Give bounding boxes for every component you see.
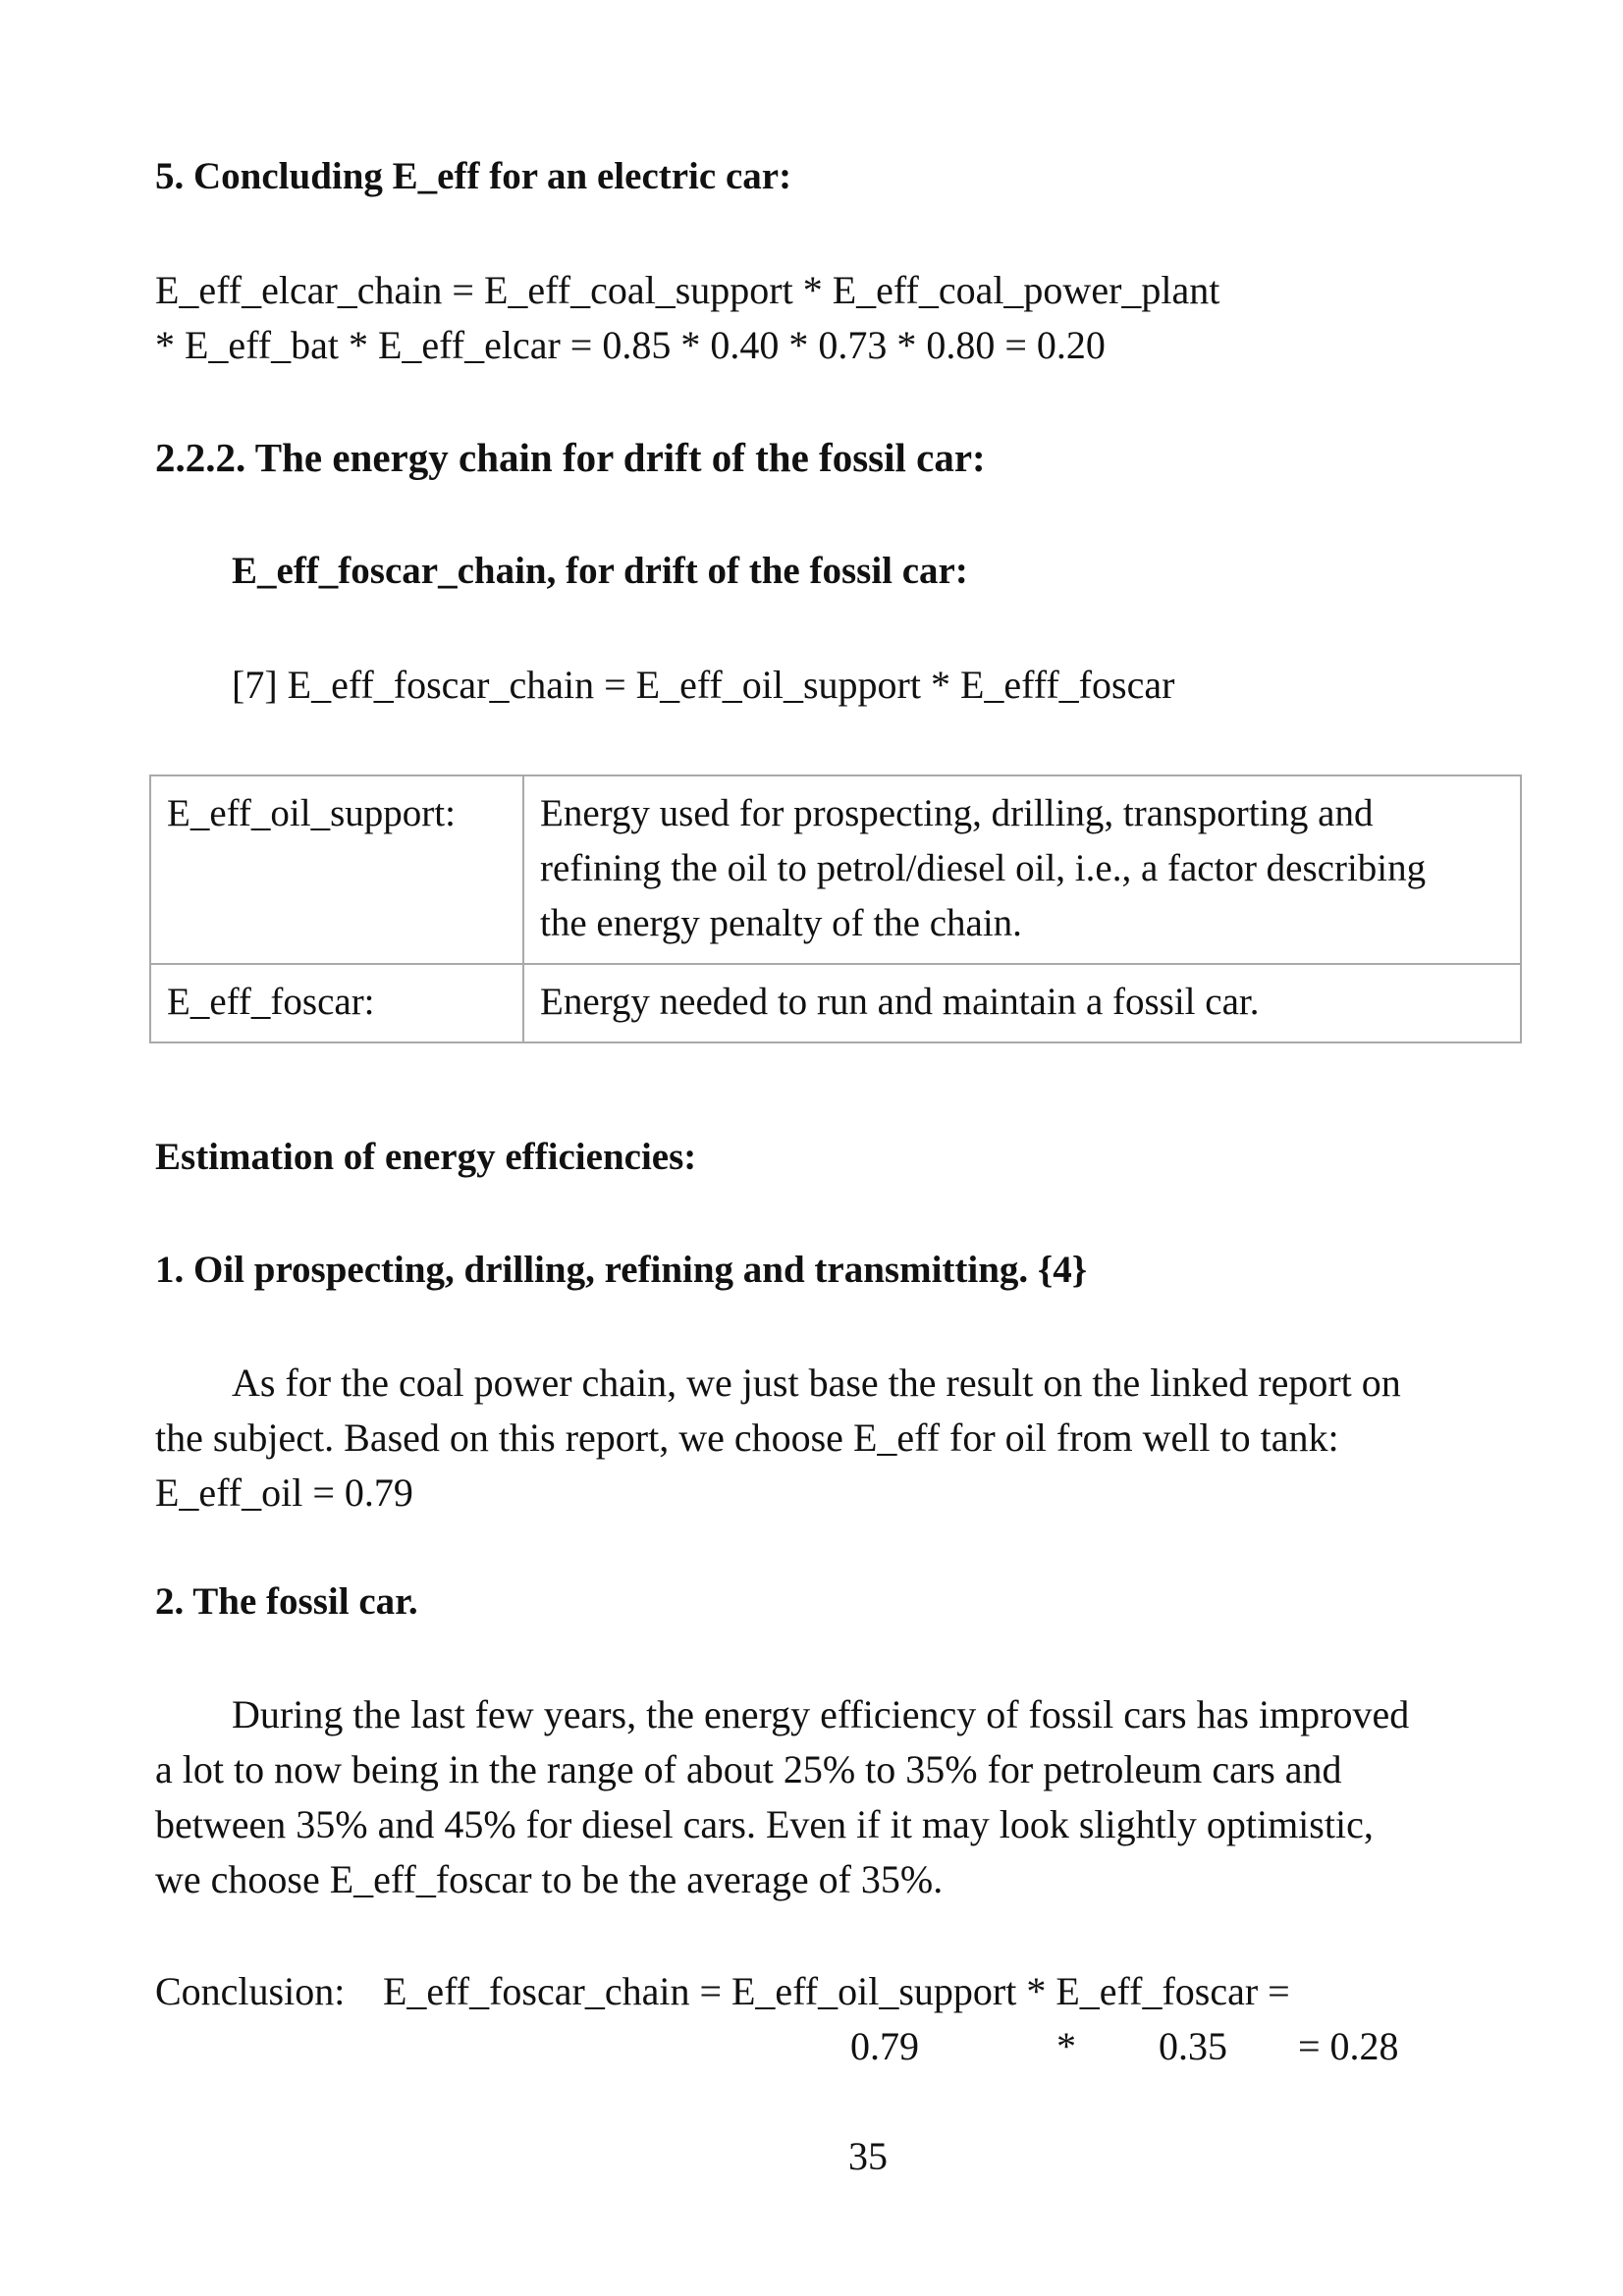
paragraph-line: As for the coal power chain, we just base the result on the linked report on — [232, 1361, 1401, 1405]
conclusion-label: Conclusion: — [155, 1969, 346, 2013]
table-definition-cell — [523, 775, 1521, 964]
electric-car-chain-formula-line-2: * E_eff_bat * E_eff_elcar = 0.85 * 0.40 * 0.73 * 0.80 = 0.20 — [155, 323, 1106, 367]
equation-7: [7] E_eff_foscar_chain = E_eff_oil_support * E_efff_foscar — [232, 663, 1175, 707]
table-definition-cell — [523, 964, 1521, 1042]
table-term-cell: E_eff_foscar: — [150, 964, 523, 1042]
conclusion-result: = 0.28 — [1298, 2024, 1399, 2068]
conclusion-value-foscar: 0.35 — [1159, 2024, 1227, 2068]
estimation-item-2-heading: 2. The fossil car. — [155, 1580, 418, 1623]
table-row — [150, 964, 1521, 1042]
conclusion-operator: * — [1056, 2024, 1076, 2068]
foscar-chain-subheading: E_eff_foscar_chain, for drift of the fossil car: — [232, 550, 968, 592]
estimation-item-2-paragraph — [155, 1687, 1471, 1907]
electric-car-chain-formula-line-1: E_eff_elcar_chain = E_eff_coal_support * E_eff_coal_power_plant — [155, 268, 1220, 312]
conclusion-value-oil: 0.79 — [850, 2024, 919, 2068]
definition-line: refining the oil to petrol/diesel oil, i.e., a factor describing — [540, 847, 1427, 889]
page-number: 35 — [848, 2134, 888, 2178]
definition-line: the energy penalty of the chain. — [540, 902, 1022, 944]
estimation-item-1-heading: 1. Oil prospecting, drilling, refining and transmitting. {4} — [155, 1249, 1088, 1291]
table-term-cell: E_eff_oil_support: — [150, 775, 523, 964]
conclusion-formula: E_eff_foscar_chain = E_eff_oil_support * E_eff_foscar = — [383, 1969, 1290, 2013]
paragraph-line: E_eff_oil = 0.79 — [155, 1470, 413, 1515]
section-2-2-2-heading: 2.2.2. The energy chain for drift of the fossil car: — [155, 435, 986, 480]
paragraph-line: During the last few years, the energy efficiency of fossil cars has improved — [232, 1692, 1410, 1736]
definition-line: Energy used for prospecting, drilling, transporting and — [540, 792, 1374, 834]
section-5-heading: 5. Concluding E_eff for an electric car: — [155, 155, 792, 197]
estimation-heading: Estimation of energy efficiencies: — [155, 1136, 697, 1178]
definition-line: Energy needed to run and maintain a fossil car. — [540, 981, 1260, 1023]
paragraph-line: a lot to now being in the range of about 25% to 35% for petroleum cars and — [155, 1747, 1342, 1791]
definitions-table — [149, 774, 1522, 1043]
paragraph-line: between 35% and 45% for diesel cars. Even if it may look slightly optimistic, — [155, 1802, 1374, 1846]
estimation-item-1-paragraph — [155, 1356, 1471, 1521]
paragraph-line: we choose E_eff_foscar to be the average of 35%. — [155, 1857, 944, 1901]
paragraph-line: the subject. Based on this report, we choose E_eff for oil from well to tank: — [155, 1415, 1339, 1460]
table-row — [150, 775, 1521, 964]
